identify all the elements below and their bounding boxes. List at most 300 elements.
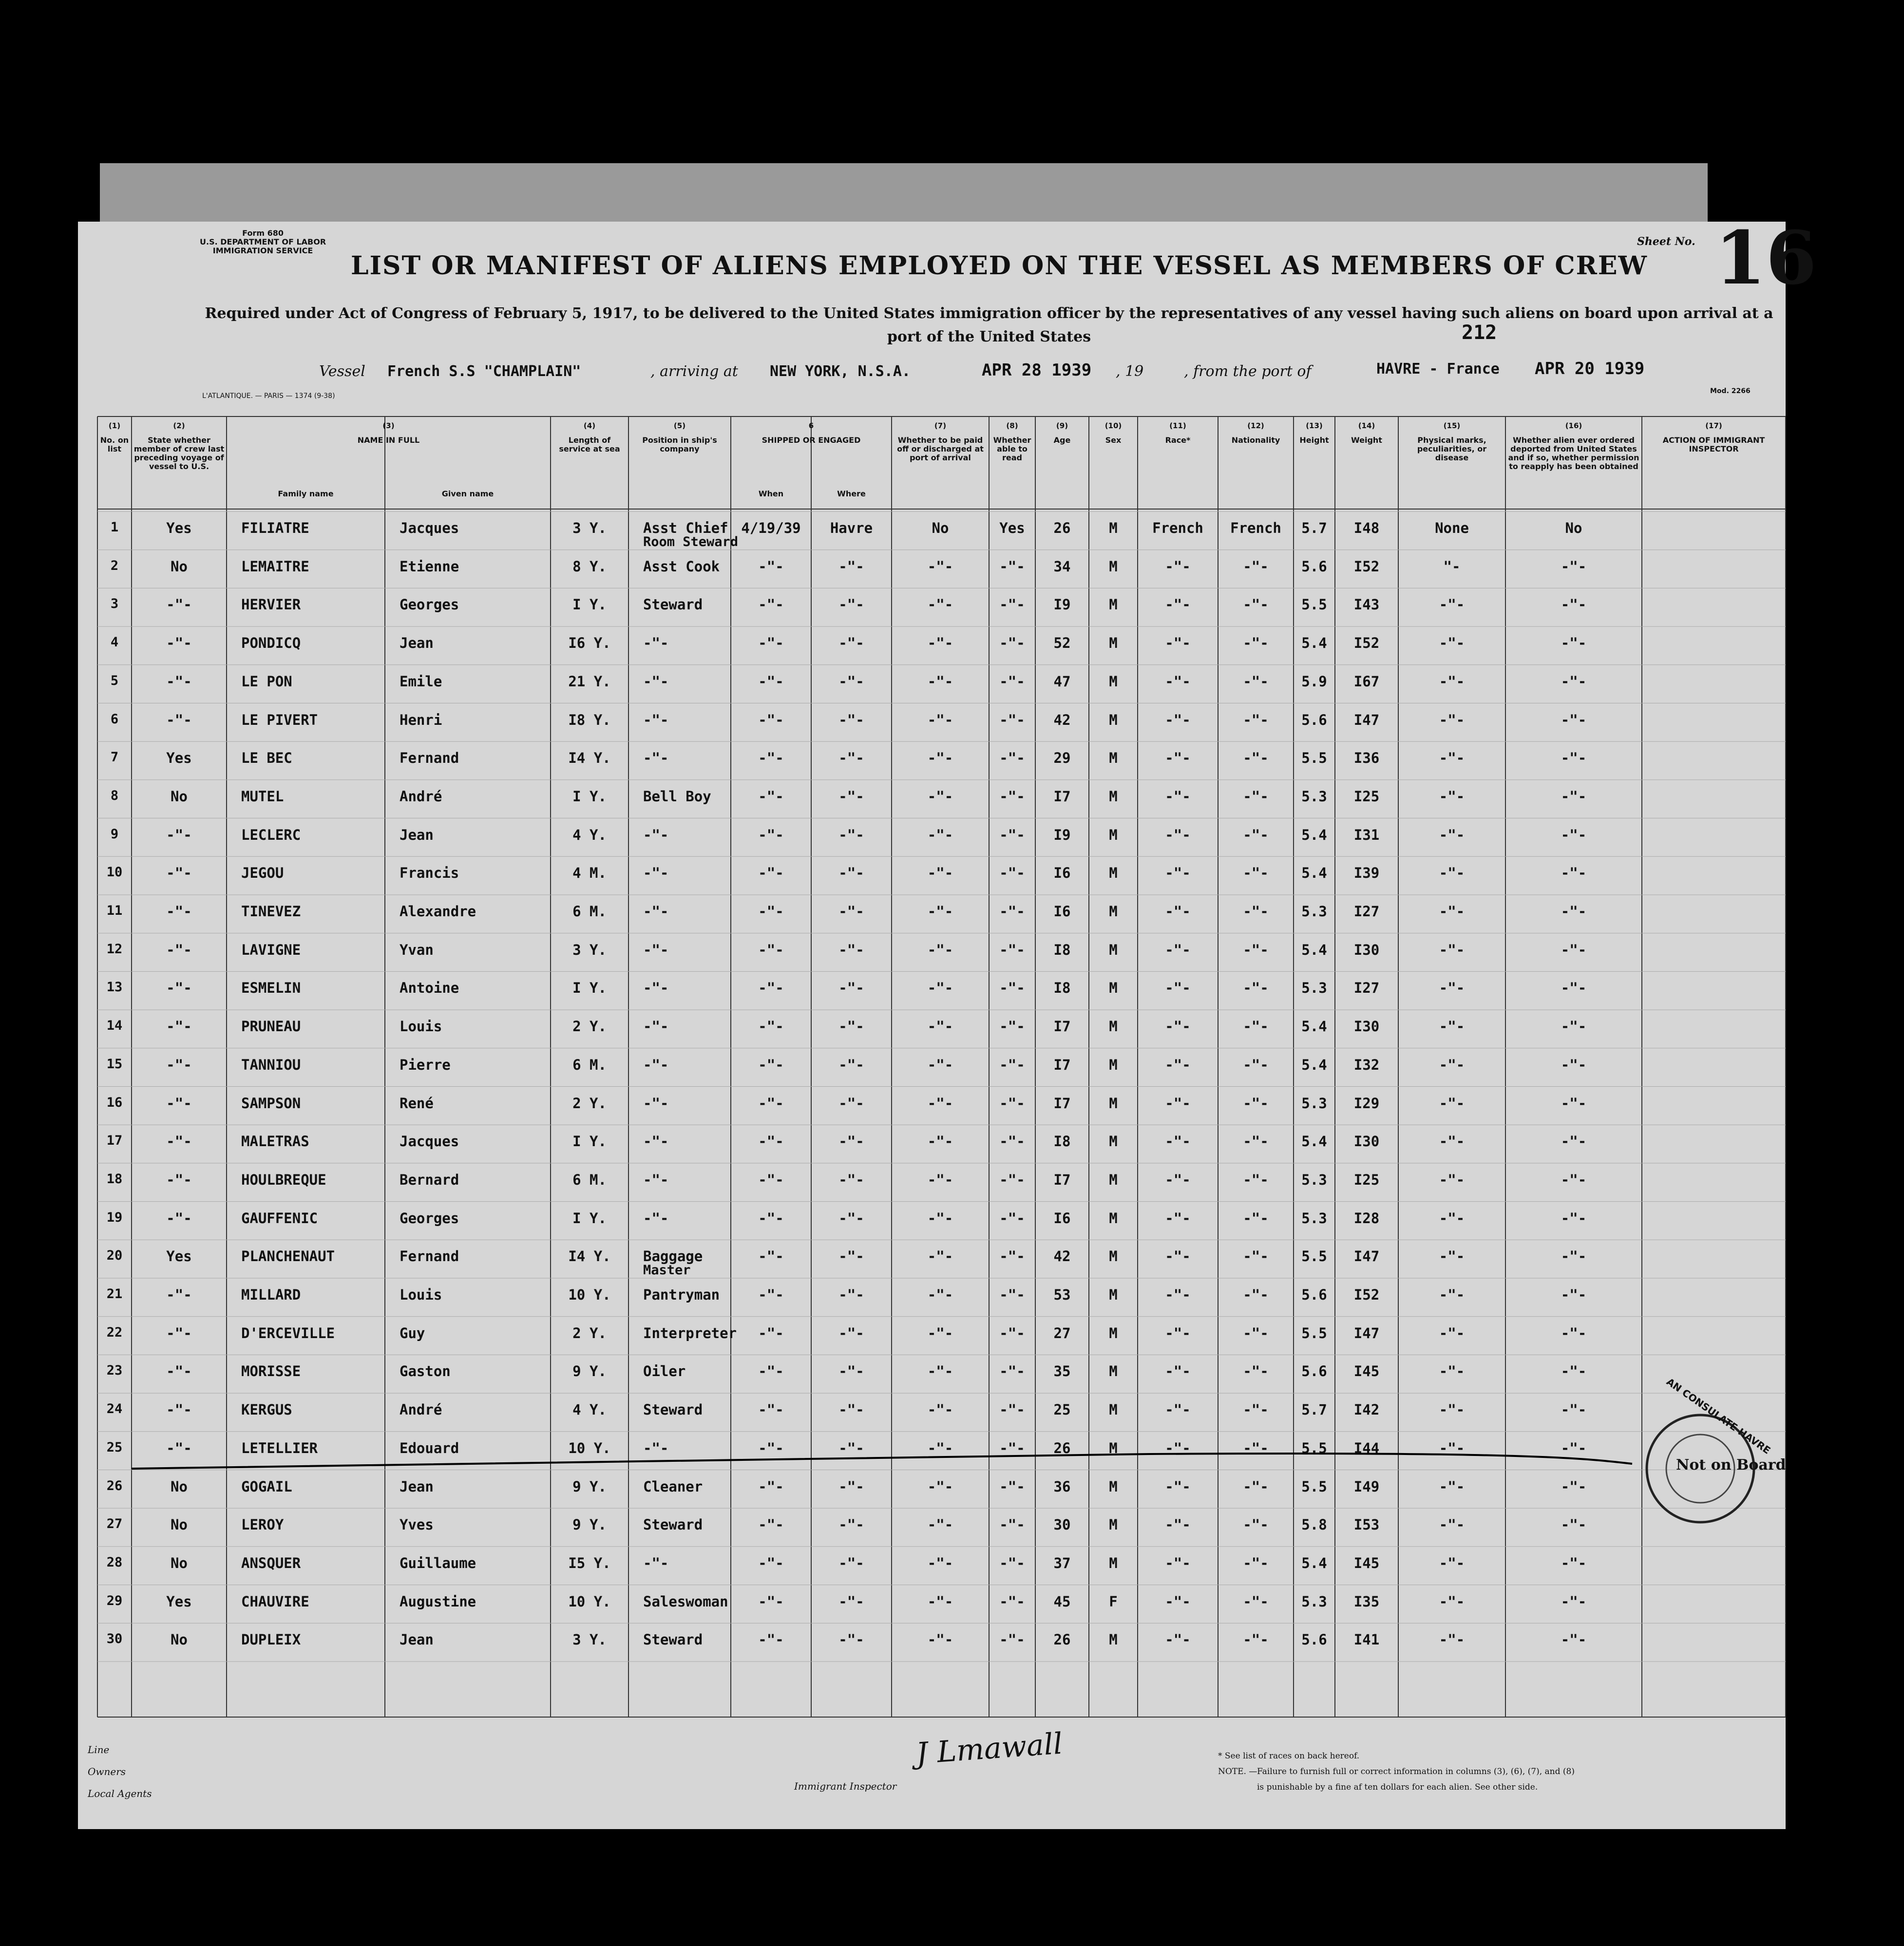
column-header: Whether to be paid off or discharged at port of arrival <box>897 435 984 462</box>
cell-weight: I28 <box>1353 1209 1380 1227</box>
cell-height: 5.4 <box>1301 865 1327 882</box>
cell-deported: -"- <box>1561 788 1587 805</box>
not-on-board-note: Not on Board <box>1676 1456 1786 1474</box>
cell-race: -"- <box>1165 1593 1191 1610</box>
cell-sex: M <box>1109 1056 1118 1073</box>
cell-family: PLANCHENAUT <box>241 1248 335 1265</box>
cell-service: 8 Y. <box>572 558 607 575</box>
cell-nat: -"- <box>1243 1401 1269 1418</box>
cell-service: 4 Y. <box>572 1401 607 1418</box>
column-header: Sex <box>1105 435 1122 445</box>
cell-deported: -"- <box>1561 558 1587 575</box>
cell-position: Pantryman <box>643 1286 720 1303</box>
cell-read: -"- <box>999 1324 1025 1341</box>
cell-when: -"- <box>758 1286 784 1303</box>
cell-deported: -"- <box>1561 980 1587 997</box>
cell-where: -"- <box>838 1324 864 1341</box>
cell-prev: -"- <box>166 1209 192 1227</box>
cell-no: 3 <box>110 596 119 612</box>
cell-height: 5.8 <box>1301 1516 1327 1533</box>
cell-where: -"- <box>838 1056 864 1073</box>
cell-service: I Y. <box>572 596 607 613</box>
column-header: Whether able to read <box>993 435 1031 462</box>
cell-race: -"- <box>1165 1133 1191 1150</box>
cell-paid: -"- <box>927 1439 953 1456</box>
cell-where: -"- <box>838 941 864 958</box>
cell-sex: M <box>1109 980 1118 997</box>
cell-where: -"- <box>838 1018 864 1035</box>
cell-race: -"- <box>1165 1516 1191 1533</box>
cell-given: Gaston <box>400 1363 451 1380</box>
cell-read: -"- <box>999 635 1025 652</box>
cell-when: -"- <box>758 1018 784 1035</box>
cell-prev: -"- <box>166 1133 192 1150</box>
cell-nat: -"- <box>1243 1056 1269 1073</box>
cell-no: 4 <box>110 635 119 650</box>
cell-sex: M <box>1109 1171 1118 1188</box>
cell-service: 9 Y. <box>572 1516 607 1533</box>
cell-age: 52 <box>1053 635 1071 652</box>
column-header: SHIPPED OR ENGAGED <box>762 435 861 445</box>
cell-where: -"- <box>838 1133 864 1150</box>
cell-when: -"- <box>758 1171 784 1188</box>
subcolumn-header: Where <box>837 489 866 498</box>
cell-read: -"- <box>999 1401 1025 1418</box>
column-number: (13) <box>1306 421 1323 430</box>
cell-when: -"- <box>758 1324 784 1341</box>
cell-position: Steward <box>643 596 703 613</box>
cell-weight: I52 <box>1353 558 1380 575</box>
cell-service: 6 M. <box>572 1056 607 1073</box>
cell-no: 26 <box>106 1478 123 1493</box>
cell-where: Havre <box>830 520 873 536</box>
cell-marks: "- <box>1443 558 1461 575</box>
cell-where: -"- <box>838 1478 864 1495</box>
cell-paid: -"- <box>927 1516 953 1533</box>
note-label: NOTE. — <box>1218 1767 1257 1776</box>
cell-paid: -"- <box>927 1095 953 1112</box>
cell-paid: -"- <box>927 1478 953 1495</box>
cell-height: 5.3 <box>1301 1209 1327 1227</box>
cell-paid: -"- <box>927 1209 953 1227</box>
cell-marks: -"- <box>1439 596 1465 613</box>
cell-family: MORISSE <box>241 1363 301 1380</box>
cell-where: -"- <box>838 980 864 997</box>
cell-age: 26 <box>1053 1631 1071 1648</box>
cell-weight: I43 <box>1353 596 1380 613</box>
cell-deported: -"- <box>1561 1171 1587 1188</box>
column-header: Whether alien ever ordered deported from United States and if so, whether permission to reapply has been obtained <box>1508 435 1639 471</box>
cell-age: 25 <box>1053 1401 1071 1418</box>
cell-given: André <box>400 1401 442 1418</box>
cell-sex: M <box>1109 558 1118 575</box>
cell-deported: -"- <box>1561 1593 1587 1610</box>
inspector-label: Immigrant Inspector <box>794 1780 897 1792</box>
column-header: Nationality <box>1231 435 1280 445</box>
cell-race: -"- <box>1165 903 1191 920</box>
cell-when: -"- <box>758 980 784 997</box>
cell-paid: -"- <box>927 788 953 805</box>
cell-read: -"- <box>999 1056 1025 1073</box>
cell-race: -"- <box>1165 750 1191 767</box>
cell-weight: I25 <box>1353 788 1380 805</box>
cell-read: -"- <box>999 980 1025 997</box>
cell-deported: -"- <box>1561 1248 1587 1265</box>
cell-when: -"- <box>758 788 784 805</box>
cell-read: -"- <box>999 1248 1025 1265</box>
races-note: * See list of races on back hereof. <box>1218 1751 1360 1761</box>
cell-marks: -"- <box>1439 1056 1465 1073</box>
cell-prev: -"- <box>166 673 192 690</box>
cell-sex: M <box>1109 1439 1118 1456</box>
cell-height: 5.4 <box>1301 1018 1327 1035</box>
cell-sex: M <box>1109 826 1118 843</box>
cell-race: -"- <box>1165 1286 1191 1303</box>
cell-marks: -"- <box>1439 1286 1465 1303</box>
cell-position: -"- <box>643 1554 669 1571</box>
cell-weight: I52 <box>1353 635 1380 652</box>
cell-position: Interpreter <box>643 1324 737 1341</box>
cell-weight: I41 <box>1353 1631 1380 1648</box>
cell-nat: -"- <box>1243 1209 1269 1227</box>
sheet-number: 16 <box>1715 215 1817 301</box>
cell-given: Bernard <box>400 1171 459 1188</box>
cell-when: -"- <box>758 673 784 690</box>
cell-paid: -"- <box>927 1554 953 1571</box>
cell-nat: -"- <box>1243 750 1269 767</box>
cell-no: 21 <box>106 1286 123 1302</box>
cell-read: -"- <box>999 1171 1025 1188</box>
cell-no: 10 <box>106 865 123 880</box>
cell-nat: -"- <box>1243 1516 1269 1533</box>
cell-paid: -"- <box>927 980 953 997</box>
column-number: (14) <box>1358 421 1375 430</box>
cell-marks: -"- <box>1439 903 1465 920</box>
cell-position-line2: Room Steward <box>643 534 739 549</box>
column-number: (9) <box>1056 421 1068 430</box>
cell-no: 12 <box>106 941 123 957</box>
cell-where: -"- <box>838 750 864 767</box>
cell-no: 15 <box>106 1056 123 1072</box>
cell-height: 5.5 <box>1301 1478 1327 1495</box>
cell-marks: -"- <box>1439 1439 1465 1456</box>
cell-where: -"- <box>838 1286 864 1303</box>
cell-service: 10 Y. <box>568 1593 611 1610</box>
cell-age: I7 <box>1053 1056 1071 1073</box>
cell-given: Henri <box>400 711 442 728</box>
cell-paid: -"- <box>927 673 953 690</box>
cell-weight: I30 <box>1353 1018 1380 1035</box>
cell-read: -"- <box>999 1593 1025 1610</box>
cell-read: -"- <box>999 1363 1025 1380</box>
cell-prev: -"- <box>166 711 192 728</box>
cell-weight: I47 <box>1353 1248 1380 1265</box>
cell-race: -"- <box>1165 558 1191 575</box>
cell-nat: French <box>1230 520 1281 536</box>
cell-family: JEGOU <box>241 865 284 882</box>
cell-family: HOULBREQUE <box>241 1171 326 1188</box>
cell-read: -"- <box>999 558 1025 575</box>
cell-read: -"- <box>999 750 1025 767</box>
cell-nat: -"- <box>1243 941 1269 958</box>
cell-age: I6 <box>1053 1209 1071 1227</box>
cell-weight: I45 <box>1353 1363 1380 1380</box>
cell-prev: Yes <box>166 750 192 767</box>
cell-deported: -"- <box>1561 1133 1587 1150</box>
cell-where: -"- <box>838 596 864 613</box>
cell-where: -"- <box>838 673 864 690</box>
printer-line: L'ATLANTIQUE. — PARIS — 1374 (9-38) <box>202 392 335 400</box>
cell-read: -"- <box>999 1439 1025 1456</box>
cell-deported: -"- <box>1561 673 1587 690</box>
cell-service: 9 Y. <box>572 1363 607 1380</box>
cell-when: -"- <box>758 1439 784 1456</box>
column-header: Age <box>1053 435 1071 445</box>
cell-service: 3 Y. <box>572 1631 607 1648</box>
cell-position: -"- <box>643 1439 669 1456</box>
cell-when: -"- <box>758 1401 784 1418</box>
cell-paid: -"- <box>927 865 953 882</box>
cell-prev: No <box>171 788 188 805</box>
cell-given: Antoine <box>400 980 459 997</box>
cell-family: CHAUVIRE <box>241 1593 309 1610</box>
from-port: HAVRE - France <box>1376 360 1500 378</box>
cell-prev: -"- <box>166 1018 192 1035</box>
cell-deported: -"- <box>1561 1439 1587 1456</box>
cell-sex: M <box>1109 1516 1118 1533</box>
vessel-label: Vessel <box>319 363 365 380</box>
cell-where: -"- <box>838 1171 864 1188</box>
subcolumn-header: Given name <box>441 489 494 498</box>
cell-deported: -"- <box>1561 1324 1587 1341</box>
column-header: Position in ship's company <box>642 435 717 453</box>
column-header: State whether member of crew last preceding voyage of vessel to U.S. <box>133 435 225 471</box>
cell-when: -"- <box>758 558 784 575</box>
cell-position: -"- <box>643 941 669 958</box>
cell-height: 5.3 <box>1301 1593 1327 1610</box>
cell-when: -"- <box>758 711 784 728</box>
cell-read: -"- <box>999 1631 1025 1648</box>
cell-prev: -"- <box>166 1363 192 1380</box>
cell-position: Steward <box>643 1516 703 1533</box>
cell-race: -"- <box>1165 941 1191 958</box>
cell-prev: Yes <box>166 1593 192 1610</box>
cell-race: -"- <box>1165 980 1191 997</box>
cell-service: 2 Y. <box>572 1018 607 1035</box>
cell-sex: F <box>1109 1593 1118 1610</box>
column-number: (11) <box>1169 421 1186 430</box>
cell-sex: M <box>1109 596 1118 613</box>
cell-height: 5.9 <box>1301 673 1327 690</box>
cell-height: 5.3 <box>1301 1095 1327 1112</box>
cell-nat: -"- <box>1243 596 1269 613</box>
cell-age: I7 <box>1053 1095 1071 1112</box>
cell-service: I4 Y. <box>568 1248 611 1265</box>
cell-position: -"- <box>643 826 669 843</box>
cell-age: 53 <box>1053 1286 1071 1303</box>
cell-prev: -"- <box>166 1171 192 1188</box>
cell-deported: -"- <box>1561 1018 1587 1035</box>
cell-prev: -"- <box>166 903 192 920</box>
cell-where: -"- <box>838 1248 864 1265</box>
cell-position: -"- <box>643 750 669 767</box>
cell-no: 1 <box>110 520 119 535</box>
cell-family: PRUNEAU <box>241 1018 301 1035</box>
cell-prev: No <box>171 1631 188 1648</box>
department: U.S. DEPARTMENT OF LABOR <box>200 237 326 246</box>
cell-family: LEROY <box>241 1516 284 1533</box>
cell-paid: -"- <box>927 1631 953 1648</box>
cell-deported: -"- <box>1561 1401 1587 1418</box>
cell-service: 10 Y. <box>568 1439 611 1456</box>
cell-where: -"- <box>838 1439 864 1456</box>
cell-position: -"- <box>643 865 669 882</box>
cell-height: 5.3 <box>1301 1171 1327 1188</box>
cell-prev: -"- <box>166 1439 192 1456</box>
cell-when: -"- <box>758 1133 784 1150</box>
column-number: (12) <box>1247 421 1264 430</box>
cell-nat: -"- <box>1243 865 1269 882</box>
cell-when: -"- <box>758 1056 784 1073</box>
cell-read: -"- <box>999 826 1025 843</box>
cell-weight: I42 <box>1353 1401 1380 1418</box>
cell-nat: -"- <box>1243 1095 1269 1112</box>
cell-given: Yvan <box>400 941 434 958</box>
cell-deported: -"- <box>1561 1516 1587 1533</box>
cell-paid: -"- <box>927 558 953 575</box>
cell-given: Yves <box>400 1516 434 1533</box>
cell-age: I8 <box>1053 941 1071 958</box>
cell-height: 5.6 <box>1301 558 1327 575</box>
cell-prev: -"- <box>166 826 192 843</box>
cell-given: Alexandre <box>400 903 476 920</box>
cell-prev: -"- <box>166 980 192 997</box>
cell-deported: -"- <box>1561 1286 1587 1303</box>
cell-where: -"- <box>838 1516 864 1533</box>
cell-height: 5.6 <box>1301 1363 1327 1380</box>
cell-age: 30 <box>1053 1516 1071 1533</box>
cell-family: DUPLEIX <box>241 1631 301 1648</box>
cell-position: Baggage <box>643 1248 703 1265</box>
cell-paid: -"- <box>927 750 953 767</box>
cell-weight: I52 <box>1353 1286 1380 1303</box>
cell-where: -"- <box>838 1209 864 1227</box>
cell-position: -"- <box>643 1095 669 1112</box>
form-number: Form 680 <box>242 228 284 238</box>
cell-where: -"- <box>838 1095 864 1112</box>
cell-family: HERVIER <box>241 596 301 613</box>
cell-prev: -"- <box>166 941 192 958</box>
cell-age: 26 <box>1053 520 1071 536</box>
cell-height: 5.4 <box>1301 635 1327 652</box>
cell-no: 28 <box>106 1554 123 1570</box>
subcolumn-header: When <box>758 489 784 498</box>
cell-age: I7 <box>1053 1171 1071 1188</box>
sheet-label: Sheet No. <box>1637 235 1695 248</box>
cell-sex: M <box>1109 1324 1118 1341</box>
cell-service: I Y. <box>572 980 607 997</box>
cell-weight: I53 <box>1353 1516 1380 1533</box>
cell-family: PONDICQ <box>241 635 301 652</box>
cell-no: 27 <box>106 1516 123 1532</box>
cell-sex: M <box>1109 1095 1118 1112</box>
cell-service: 3 Y. <box>572 941 607 958</box>
cell-marks: -"- <box>1439 1593 1465 1610</box>
cell-marks: -"- <box>1439 635 1465 652</box>
cell-position: Asst Chief <box>643 520 728 536</box>
cell-no: 20 <box>106 1248 123 1264</box>
cell-nat: -"- <box>1243 1133 1269 1150</box>
cell-where: -"- <box>838 1554 864 1571</box>
cell-no: 8 <box>110 788 119 803</box>
cell-height: 5.4 <box>1301 826 1327 843</box>
cell-no: 16 <box>106 1095 123 1110</box>
cell-prev: -"- <box>166 1286 192 1303</box>
cell-when: -"- <box>758 1095 784 1112</box>
cell-given: Jean <box>400 826 434 843</box>
cell-no: 2 <box>110 558 119 573</box>
cell-service: 9 Y. <box>572 1478 607 1495</box>
cell-weight: I67 <box>1353 673 1380 690</box>
cell-position: Steward <box>643 1401 703 1418</box>
column-number: (7) <box>934 421 947 430</box>
cell-family: GAUFFENIC <box>241 1209 318 1227</box>
cell-race: -"- <box>1165 1171 1191 1188</box>
cell-deported: -"- <box>1561 1478 1587 1495</box>
stamped-number: 212 <box>1462 321 1497 344</box>
cell-read: -"- <box>999 788 1025 805</box>
cell-height: 5.5 <box>1301 750 1327 767</box>
cell-read: -"- <box>999 941 1025 958</box>
cell-age: 45 <box>1053 1593 1071 1610</box>
cell-read: -"- <box>999 1018 1025 1035</box>
cell-age: I9 <box>1053 826 1071 843</box>
column-number: (17) <box>1705 421 1722 430</box>
cell-read: -"- <box>999 1209 1025 1227</box>
column-number: 6 <box>808 421 814 430</box>
cell-age: 36 <box>1053 1478 1071 1495</box>
cell-marks: -"- <box>1439 1516 1465 1533</box>
cell-sex: M <box>1109 1018 1118 1035</box>
cell-nat: -"- <box>1243 1018 1269 1035</box>
cell-nat: -"- <box>1243 673 1269 690</box>
column-number: (16) <box>1565 421 1582 430</box>
column-number: (1) <box>108 421 121 430</box>
cell-weight: I35 <box>1353 1593 1380 1610</box>
cell-sex: M <box>1109 1401 1118 1418</box>
cell-weight: I36 <box>1353 750 1380 767</box>
cell-nat: -"- <box>1243 1248 1269 1265</box>
cell-position: Steward <box>643 1631 703 1648</box>
column-number: (2) <box>173 421 185 430</box>
cell-marks: -"- <box>1439 1631 1465 1648</box>
cell-family: SAMPSON <box>241 1095 301 1112</box>
arriving-port: NEW YORK, N.S.A. <box>770 363 911 380</box>
cell-weight: I27 <box>1353 903 1380 920</box>
cell-given: Georges <box>400 596 459 613</box>
cell-read: -"- <box>999 1095 1025 1112</box>
cell-race: -"- <box>1165 1631 1191 1648</box>
cell-position: -"- <box>643 1209 669 1227</box>
cell-read: -"- <box>999 1516 1025 1533</box>
cell-race: -"- <box>1165 1209 1191 1227</box>
cell-when: -"- <box>758 1209 784 1227</box>
cell-given: Jean <box>400 635 434 652</box>
cell-marks: -"- <box>1439 673 1465 690</box>
cell-sex: M <box>1109 941 1118 958</box>
cell-when: -"- <box>758 750 784 767</box>
cell-weight: I45 <box>1353 1554 1380 1571</box>
